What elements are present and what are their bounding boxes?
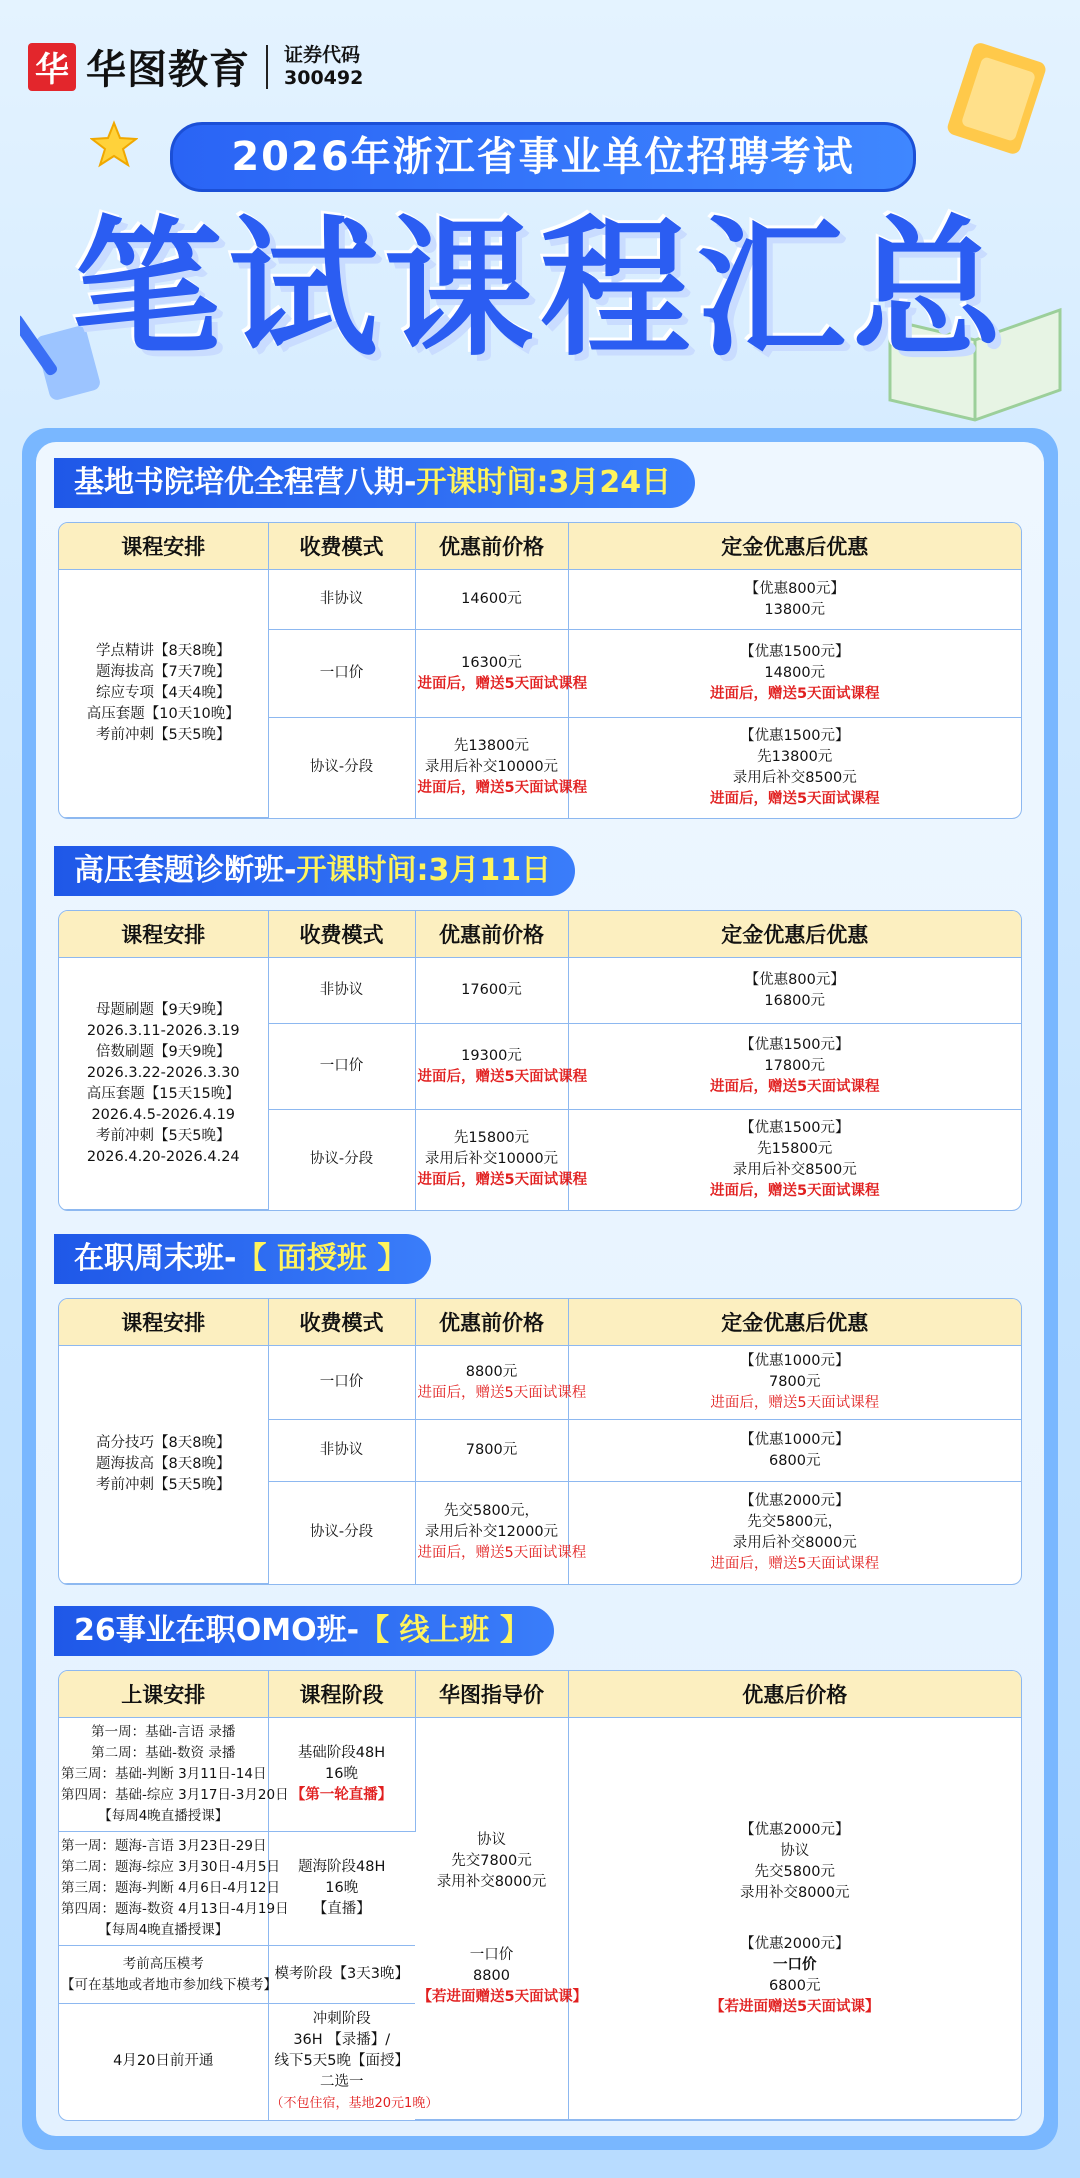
discount-line: 7800元 — [769, 1374, 821, 1390]
schedule-line: 考前冲刺【5天5晚】 — [96, 727, 231, 743]
price-table-3 — [58, 1298, 1022, 1585]
page-title: 笔试课程汇总 — [71, 203, 1008, 377]
section-title-1 — [54, 458, 695, 508]
schedule-line: 高分技巧【8天8晚】 — [96, 1435, 231, 1451]
schedule-line: 综应专项【4天4晚】 — [96, 685, 231, 701]
price-cell — [415, 1110, 588, 1210]
schedule-line: 第四周：基础-综应 3月17日-3月20日 — [61, 1787, 289, 1803]
col-header: 优惠前价格 — [415, 911, 568, 958]
stage-line: 36H 【录播】/ — [293, 2032, 391, 2049]
stage-line: 16晚 — [325, 1880, 359, 1896]
col-header: 优惠前价格 — [415, 523, 568, 570]
section-title-text: 26事业在职OMO班- — [74, 1613, 360, 1648]
price-cell — [415, 958, 568, 1024]
huatu-logo — [28, 38, 363, 95]
price-line: 录用后补交12000元 — [424, 1524, 559, 1541]
table-row — [59, 1346, 1021, 1420]
schedule-cell — [59, 1718, 289, 1832]
section-title-text: 在职周末班- — [74, 1241, 237, 1276]
discount-cell — [568, 630, 1021, 718]
bonus-note: 进面后，赠送5天面试课程 — [417, 1068, 588, 1085]
discount-line: 【优惠1000元】 — [740, 1431, 850, 1448]
stage-line: 冲刺阶段 — [312, 2011, 371, 2028]
guide-line: 8800 — [473, 1967, 510, 1984]
bonus-note: 进面后，赠送5天面试课程 — [709, 686, 880, 702]
discount-cell — [568, 1482, 1021, 1584]
final-line: 协议 — [780, 1842, 810, 1859]
price-line: 录用后补交10000元 — [424, 759, 559, 776]
stage-cell — [268, 2004, 439, 2120]
logo-name: 华图教育 — [86, 47, 250, 93]
stage-line: 基础阶段48H — [297, 1745, 386, 1761]
guide-line: 录用补交8000元 — [436, 1873, 547, 1890]
schedule-line: 【每周4晚直播授课】 — [98, 1922, 229, 1938]
exam-banner: 2026年浙江省事业单位招聘考试 — [170, 122, 916, 192]
schedule-line: 第二周：基础-数资 录播 — [91, 1745, 236, 1761]
stage-line: 二选一 — [320, 2074, 364, 2091]
schedule-cell — [59, 1346, 268, 1584]
mode-cell: 协议-分段 — [268, 1110, 415, 1210]
guide-note: 【若进面赠送5天面试课】 — [417, 1988, 588, 2005]
schedule-line: 倍数刷题【9天9晚】 — [96, 1043, 231, 1060]
stage-note: （不包住宿，基地20元1晚） — [270, 2096, 439, 2112]
discount-line: 【优惠800元】 — [744, 971, 845, 988]
price-cell — [415, 630, 588, 718]
discount-cell — [568, 570, 1021, 630]
final-line: 一口价 — [773, 1956, 817, 1973]
logo-divider — [266, 45, 268, 89]
col-header: 定金优惠后优惠 — [568, 1299, 1021, 1346]
stage-cell — [268, 1946, 415, 2004]
final-line: 录用补交8000元 — [740, 1884, 850, 1901]
schedule-cell — [59, 1946, 277, 2004]
bonus-note: 进面后，赠送5天面试课程 — [709, 1079, 880, 1095]
mode-cell: 协议-分段 — [268, 718, 415, 818]
discount-line: 【优惠1500元】 — [740, 727, 850, 744]
stage-cell — [268, 1832, 415, 1946]
discount-line: 6800元 — [769, 1452, 821, 1469]
price-line: 14600元 — [461, 591, 522, 607]
bonus-note: 进面后，赠送5天面试课程 — [710, 1395, 880, 1411]
stage-line: 【直播】 — [312, 1901, 371, 1917]
col-header: 课程安排 — [59, 911, 268, 958]
stock-code: 300492 — [284, 66, 364, 89]
discount-cell — [568, 1346, 1021, 1420]
discount-line: 先15800元 — [757, 1140, 833, 1157]
discount-line: 录用后补交8000元 — [732, 1534, 857, 1551]
stage-note: 【第一轮直播】 — [290, 1787, 393, 1803]
schedule-line: 第四周：题海-数资 4月13日-4月19日 — [61, 1901, 289, 1917]
price-line: 19300元 — [461, 1047, 522, 1064]
schedule-line: 【每周4晚直播授课】 — [98, 1808, 229, 1824]
discount-line: 17800元 — [764, 1058, 826, 1074]
course-card-inner — [36, 442, 1044, 2136]
col-header: 收费模式 — [268, 523, 415, 570]
schedule-line: 4月20日前开通 — [113, 2053, 214, 2070]
guide-line: 一口价 — [469, 1946, 514, 1963]
final-note: 【若进面赠送5天面试课】 — [709, 1998, 880, 2015]
schedule-cell — [59, 1832, 289, 1946]
bonus-note: 进面后，赠送5天面试课程 — [710, 1555, 880, 1572]
section-title-text: 基地书院培优全程营八期- — [74, 465, 417, 500]
bonus-note: 进面后，赠送5天面试课程 — [417, 1172, 588, 1189]
stage-line: 题海阶段48H — [298, 1859, 386, 1875]
price-table-1 — [58, 522, 1022, 819]
col-header: 定金优惠后优惠 — [568, 911, 1021, 958]
schedule-line: 2026.4.20-2026.4.24 — [86, 1148, 240, 1165]
discount-line: 16800元 — [764, 992, 826, 1009]
discount-line: 先13800元 — [757, 748, 833, 765]
section-title-highlight: 【 线上班 】 — [359, 1613, 530, 1648]
section-title-2 — [54, 846, 575, 896]
bonus-note: 进面后，赠送5天面试课程 — [417, 675, 588, 692]
col-header: 课程安排 — [59, 523, 268, 570]
bonus-note: 进面后，赠送5天面试课程 — [417, 1384, 587, 1401]
book-decoration-icon — [940, 40, 1050, 160]
schedule-line: 第一周：基础-言语 录播 — [91, 1724, 236, 1740]
table-header-row — [59, 523, 1021, 570]
section-title-4 — [54, 1606, 554, 1656]
section-title-highlight: 开课时间:3月24日 — [416, 465, 672, 500]
bonus-note: 进面后，赠送5天面试课程 — [417, 1545, 587, 1562]
col-header: 优惠前价格 — [415, 1299, 568, 1346]
section-title-text: 高压套题诊断班- — [74, 853, 297, 888]
price-line: 先13800元 — [453, 738, 530, 755]
discount-cell — [568, 718, 1021, 818]
schedule-line: 【可在基地或者地市参加线下模考】 — [61, 1976, 277, 1993]
price-line: 7800元 — [465, 1442, 518, 1458]
discount-line: 13800元 — [764, 601, 826, 618]
discount-cell — [568, 1110, 1021, 1210]
stage-line: 线下5天5晚【面授】 — [274, 2053, 409, 2070]
guide-price-cell — [415, 1718, 588, 2120]
bonus-note: 进面后，赠送5天面试课程 — [709, 1182, 880, 1199]
discount-line: 先交5800元， — [747, 1513, 843, 1530]
discount-cell — [568, 958, 1021, 1024]
discount-line: 录用后补交8500元 — [732, 769, 857, 786]
col-header: 课程阶段 — [268, 1671, 415, 1718]
final-line: 6800元 — [769, 1977, 821, 1994]
discount-line: 【优惠800元】 — [744, 580, 845, 597]
col-header: 上课安排 — [59, 1671, 268, 1718]
schedule-line: 第三周：题海-判断 4月6日-4月12日 — [61, 1880, 280, 1896]
price-cell — [415, 718, 588, 818]
stage-line: 模考阶段【3天3晚】 — [274, 1966, 409, 1982]
schedule-line: 第二周：题海-综应 3月30日-4月5日 — [61, 1859, 280, 1875]
schedule-line: 考前冲刺【5天5晚】 — [96, 1477, 231, 1493]
bonus-note: 进面后，赠送5天面试课程 — [417, 780, 588, 797]
schedule-cell — [59, 958, 268, 1210]
schedule-line: 第三周：基础-判断 3月11日-14日 — [61, 1766, 267, 1782]
price-cell — [415, 1346, 587, 1420]
table-row — [59, 1718, 1021, 1832]
price-line: 录用后补交10000元 — [424, 1151, 559, 1168]
course-card — [22, 428, 1058, 2150]
schedule-line: 第一周：题海-言语 3月23日-29日 — [61, 1838, 267, 1854]
price-line: 先交5800元， — [444, 1503, 539, 1520]
mode-cell: 非协议 — [268, 570, 415, 630]
schedule-line: 题海拔高【7天7晚】 — [96, 664, 231, 680]
final-line: 【优惠2000元】 — [740, 1935, 850, 1952]
discount-line: 【优惠1500元】 — [740, 644, 850, 660]
discount-line: 【优惠1500元】 — [740, 1119, 850, 1136]
schedule-line: 母题刷题【9天9晚】 — [96, 1001, 231, 1018]
final-price-cell — [568, 1718, 1021, 2120]
table-header-row — [59, 1671, 1021, 1718]
schedule-cell — [59, 2004, 268, 2120]
schedule-line: 高压套题【10天10晚】 — [86, 706, 240, 722]
schedule-line: 考前高压模考 — [122, 1955, 204, 1972]
schedule-line: 题海拔高【8天8晚】 — [96, 1456, 231, 1472]
price-table-2 — [58, 910, 1022, 1211]
discount-line: 【优惠1500元】 — [740, 1037, 850, 1053]
mode-cell: 非协议 — [268, 958, 415, 1024]
guide-line: 先交7800元 — [451, 1852, 532, 1869]
price-table-4 — [58, 1670, 1022, 2121]
schedule-line: 2026.3.11-2026.3.19 — [86, 1022, 240, 1039]
price-line: 先15800元 — [453, 1130, 530, 1147]
mode-cell: 非协议 — [268, 1420, 415, 1482]
col-header: 课程安排 — [59, 1299, 268, 1346]
col-header: 定金优惠后优惠 — [568, 523, 1021, 570]
star-icon — [90, 120, 138, 168]
discount-line: 14800元 — [764, 665, 826, 681]
table-row — [59, 570, 1021, 630]
stage-cell — [268, 1718, 415, 1832]
final-line: 【优惠2000元】 — [740, 1821, 850, 1838]
discount-line: 【优惠2000元】 — [740, 1492, 850, 1509]
schedule-line: 2026.4.5-2026.4.19 — [91, 1106, 236, 1123]
discount-cell — [568, 1420, 1021, 1482]
price-cell — [415, 1420, 568, 1482]
schedule-line: 2026.3.22-2026.3.30 — [86, 1064, 240, 1081]
section-title-3 — [54, 1234, 431, 1284]
bonus-note: 进面后，赠送5天面试课程 — [709, 790, 880, 807]
mode-cell: 一口价 — [268, 1024, 415, 1110]
discount-line: 录用后补交8500元 — [732, 1161, 857, 1178]
col-header: 优惠后价格 — [568, 1671, 1021, 1718]
schedule-line: 考前冲刺【5天5晚】 — [96, 1127, 231, 1144]
mode-cell: 协议-分段 — [268, 1482, 415, 1584]
mode-cell: 一口价 — [268, 630, 415, 718]
discount-line: 【优惠1000元】 — [740, 1353, 850, 1369]
price-cell — [415, 570, 568, 630]
price-line: 16300元 — [461, 654, 522, 671]
stock-info — [284, 44, 363, 90]
schedule-cell — [59, 570, 268, 818]
price-cell — [415, 1024, 588, 1110]
logo-mark-icon: 华 — [28, 43, 76, 91]
mode-cell: 一口价 — [268, 1346, 415, 1420]
price-cell — [415, 1482, 587, 1584]
col-header: 华图指导价 — [415, 1671, 568, 1718]
guide-line: 协议 — [477, 1831, 506, 1848]
stock-label: 证券代码 — [284, 43, 361, 66]
final-line: 先交5800元 — [754, 1863, 835, 1880]
col-header: 收费模式 — [268, 911, 415, 958]
section-title-highlight: 【 面授班 】 — [236, 1241, 408, 1276]
schedule-line: 高压套题【15天15晚】 — [86, 1085, 240, 1102]
price-line: 17600元 — [461, 982, 522, 998]
schedule-line: 学点精讲【8天8晚】 — [96, 643, 231, 659]
stage-line: 16晚 — [325, 1766, 358, 1782]
section-title-highlight: 开课时间:3月11日 — [296, 853, 552, 888]
price-line: 8800元 — [465, 1363, 518, 1380]
col-header: 收费模式 — [268, 1299, 415, 1346]
discount-cell — [568, 1024, 1021, 1110]
table-header-row — [59, 1299, 1021, 1346]
table-row — [59, 958, 1021, 1024]
table-header-row — [59, 911, 1021, 958]
